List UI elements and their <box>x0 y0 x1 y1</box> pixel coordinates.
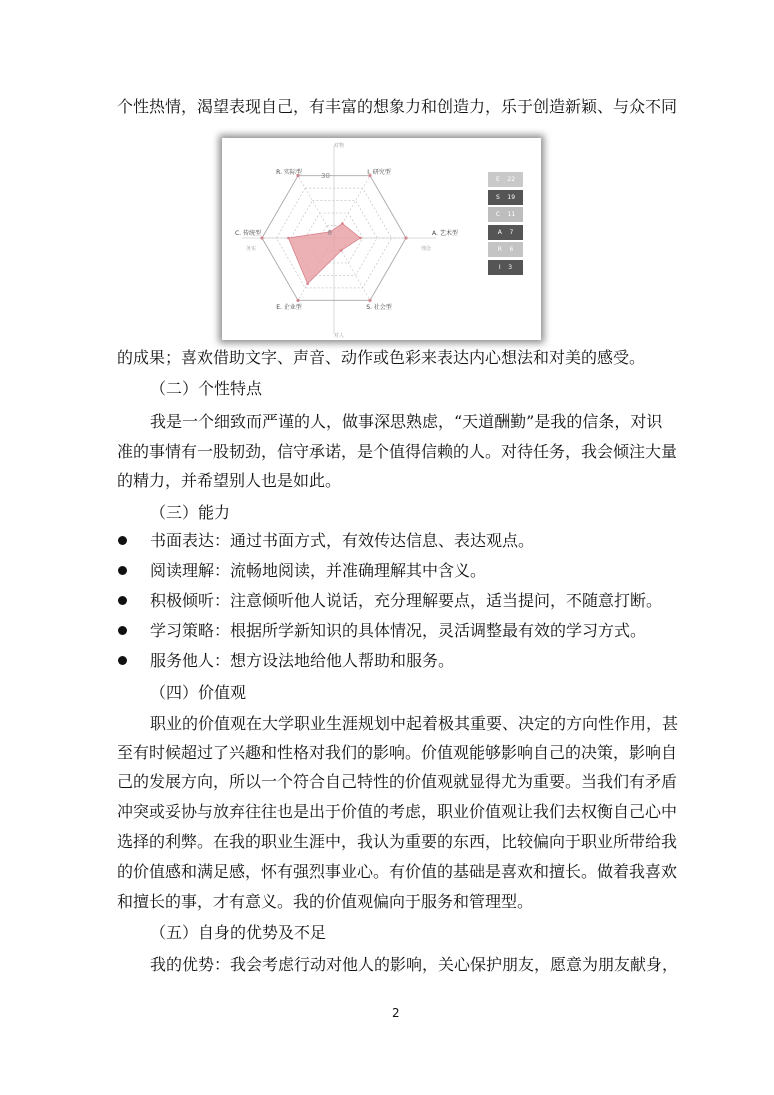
radar-vertex-dot <box>404 236 407 239</box>
radar-direction-label: 对人 <box>333 333 345 339</box>
holland-radar-chart <box>222 138 541 340</box>
radar-axis-label: E. 企业型 <box>276 304 302 311</box>
radar-data-point <box>341 222 344 225</box>
bullet-icon <box>118 656 127 665</box>
radar-axis-label: S. 社会型 <box>366 304 392 311</box>
paragraph-line: 和擅长的事，才有意义。我的价值观偏向于服务和管理型。 <box>117 892 534 911</box>
paragraph-line: 我是一个细致而严谨的人，做事深思熟虑，“天道酬勤”是我的信条，对识 <box>150 412 663 431</box>
bullet-item: 书面表达：通过书面方式，有效传达信息、表达观点。 <box>150 531 535 550</box>
radar-vertex-dot <box>368 299 371 302</box>
paragraph-line: 的价值感和满足感，怀有强烈事业心。有价值的基础是喜欢和擅长。做着我喜欢 <box>117 862 678 881</box>
radar-axis-label: I. 研究型 <box>367 169 391 176</box>
paragraph-line: 冲突或妥协与放弃往往也是出于价值的考虑，职业价值观让我们去权衡自己心中 <box>117 802 678 821</box>
legend-item: S 19 <box>488 190 523 205</box>
bullet-item: 阅读理解：流畅地阅读，并准确理解其中含义。 <box>150 561 487 580</box>
radar-data-area <box>288 223 360 283</box>
radar-axis-label: C. 传统型 <box>234 230 262 237</box>
bullet-item: 学习策略：根据所学新知识的具体情况，灵活调整最有效的学习方式。 <box>150 621 647 640</box>
legend-item: C 11 <box>488 207 523 222</box>
radar-axis-label: R. 实际型 <box>276 169 302 176</box>
radar-scale-label: 30 <box>321 172 330 180</box>
paragraph-line: 至有时候超过了兴趣和性格对我们的影响。价值观能够影响自己的决策，影响自 <box>117 743 678 762</box>
section-heading: （二）个性特点 <box>150 379 263 398</box>
paragraph-line: 我的优势：我会考虑行动对他人的影响，关心保护朋友，愿意为朋友献身， <box>150 955 679 974</box>
radar-axis-label: A. 艺术型 <box>432 230 458 237</box>
bullet-icon <box>118 566 127 575</box>
paragraph-line: 的精力，并希望别人也是如此。 <box>117 471 342 490</box>
section-heading: （四）价值观 <box>150 683 247 702</box>
radar-data-point <box>287 237 290 240</box>
paragraph-line: 的成果；喜欢借助文字、声音、动作或色彩来表达内心想法和对美的感受。 <box>117 348 646 367</box>
radar-vertex-dot <box>296 299 299 302</box>
radar-data-point <box>359 237 362 240</box>
bullet-icon <box>118 626 127 635</box>
legend-item: A 7 <box>488 225 523 240</box>
paragraph-line: 准的事情有一股韧劲，信守承诺，是个值得信赖的人。对待任务，我会倾注大量 <box>117 442 678 461</box>
radar-direction-label: 对物 <box>333 143 345 149</box>
legend-item: I 3 <box>488 260 523 275</box>
bullet-item: 积极倾听：注意倾听他人说话，充分理解要点，适当提问，不随意打断。 <box>150 591 663 610</box>
paragraph-line: 职业的价值观在大学职业生涯规划中起着极其重要、决定的方向性作用，甚 <box>150 714 679 733</box>
bullet-icon <box>118 536 127 545</box>
legend-item: R 6 <box>488 242 523 257</box>
radar-data-point <box>306 282 309 285</box>
section-heading: （五）自身的优势及不足 <box>150 923 327 942</box>
legend-item: E 22 <box>488 172 523 187</box>
paragraph-line: 己的发展方向，所以一个符合自己特性的价值观就显得尤为重要。当我们有矛盾 <box>117 772 678 791</box>
paragraph-line: 个性热情，渴望表现自己，有丰富的想象力和创造力，乐于创造新颖、与众不同 <box>117 97 678 116</box>
paragraph-line: 选择的利弊。在我的职业生涯中，我认为重要的东西，比较偏向于职业所带给我 <box>117 832 678 851</box>
section-heading: （三）能力 <box>150 503 231 522</box>
page-number: 2 <box>392 1006 400 1020</box>
bullet-item: 服务他人：想方设法地给他人帮助和服务。 <box>150 651 455 670</box>
radar-scale-label: 0 <box>327 229 332 237</box>
bullet-icon <box>118 596 127 605</box>
radar-direction-label: 理念 <box>420 246 432 252</box>
radar-data-point <box>340 249 343 252</box>
radar-direction-label: 务实 <box>245 246 257 252</box>
